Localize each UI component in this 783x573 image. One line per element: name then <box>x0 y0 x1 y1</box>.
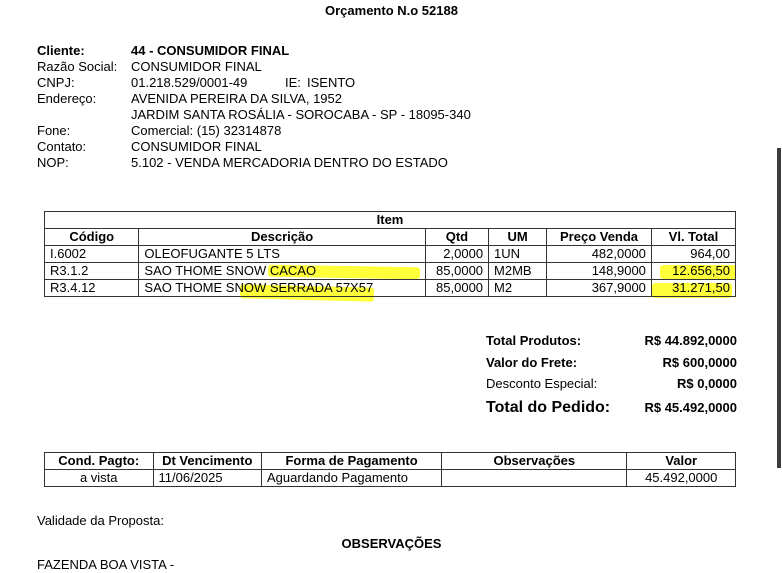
column-header-qtd: Qtd <box>425 229 488 246</box>
column-header-descricao: Descrição <box>139 229 425 246</box>
cell-cond-pagto: a vista <box>45 470 154 487</box>
fone-value: Comercial: (15) 32314878 <box>131 123 282 138</box>
cell-qtd: 85,0000 <box>425 280 488 297</box>
cnpj-value: 01.218.529/0001-49 <box>131 75 248 90</box>
cliente-label: Cliente: <box>37 43 85 58</box>
cell-vencimento: 11/06/2025 <box>153 470 262 487</box>
column-header-forma: Forma de Pagamento <box>262 453 442 470</box>
cell-um: M2 <box>489 280 547 297</box>
table-row <box>45 470 736 487</box>
cell-codigo: I.6002 <box>45 246 139 263</box>
items-section-title: Item <box>45 212 736 229</box>
column-header-preco: Preço Venda <box>547 229 652 246</box>
ie-value: ISENTO <box>307 75 356 90</box>
column-header-observacoes: Observações <box>442 453 627 470</box>
column-header-um: UM <box>489 229 547 246</box>
cell-preco: 482,0000 <box>547 246 652 263</box>
total-produtos-value: R$ 44.892,0000 <box>644 333 737 348</box>
table-row <box>45 246 736 263</box>
cell-descricao: SAO THOME SNOW SERRADA 57X57 <box>139 280 425 297</box>
endereco-label: Endereço: <box>37 91 97 106</box>
cell-descricao: OLEOFUGANTE 5 LTS <box>139 246 425 263</box>
cell-um: M2MB <box>489 263 547 280</box>
cell-um: 1UN <box>489 246 547 263</box>
total-produtos-label: Total Produtos: <box>486 333 582 348</box>
cell-total: 12.656,50 <box>651 263 735 280</box>
desconto-value: R$ 0,0000 <box>677 376 737 391</box>
items-table <box>44 211 736 297</box>
nop-value: 5.102 - VENDA MERCADORIA DENTRO DO ESTADO <box>131 155 448 170</box>
table-row <box>45 280 736 297</box>
table-row <box>45 263 736 280</box>
fone-label: Fone: <box>37 123 71 138</box>
cell-codigo: R3.1.2 <box>45 263 139 280</box>
scrollbar[interactable] <box>777 148 781 468</box>
observacoes-title: OBSERVAÇÕES <box>341 536 442 551</box>
cell-forma: Aguardando Pagamento <box>262 470 442 487</box>
cell-observacoes <box>442 470 627 487</box>
razao-social-label: Razão Social: <box>37 59 118 74</box>
column-header-cond-pagto: Cond. Pagto: <box>45 453 154 470</box>
cliente-value: 44 - CONSUMIDOR FINAL <box>131 43 290 58</box>
cell-preco: 148,9000 <box>547 263 652 280</box>
validade-label: Validade da Proposta: <box>37 513 164 528</box>
cell-total: 964,00 <box>651 246 735 263</box>
cnpj-label: CNPJ: <box>37 75 75 90</box>
endereco-line1: AVENIDA PEREIRA DA SILVA, 1952 <box>131 91 342 106</box>
total-pedido-label: Total do Pedido: <box>486 399 611 416</box>
total-pedido-value: R$ 45.492,0000 <box>644 400 737 415</box>
cell-total: 31.271,50 <box>651 280 735 297</box>
cell-qtd: 85,0000 <box>425 263 488 280</box>
column-header-vencimento: Dt Vencimento <box>153 453 262 470</box>
column-header-valor: Valor <box>627 453 736 470</box>
column-header-codigo: Código <box>45 229 139 246</box>
payment-table <box>44 452 736 487</box>
document-title: Orçamento N.o 52188 <box>325 3 458 18</box>
ie-label: IE: <box>285 75 301 90</box>
desconto-label: Desconto Especial: <box>486 376 598 391</box>
contato-value: CONSUMIDOR FINAL <box>131 139 262 154</box>
cell-codigo: R3.4.12 <box>45 280 139 297</box>
valor-frete-label: Valor do Frete: <box>486 355 578 370</box>
endereco-line2: JARDIM SANTA ROSÁLIA - SOROCABA - SP - 18095-340 <box>131 107 471 122</box>
cell-valor: 45.492,0000 <box>627 470 736 487</box>
contato-label: Contato: <box>37 139 87 154</box>
razao-social-value: CONSUMIDOR FINAL <box>131 59 262 74</box>
cell-descricao: SAO THOME SNOW CACAO <box>139 263 425 280</box>
observacoes-text: FAZENDA BOA VISTA - <box>37 557 175 572</box>
cell-qtd: 2,0000 <box>425 246 488 263</box>
cell-preco: 367,9000 <box>547 280 652 297</box>
column-header-total: Vl. Total <box>651 229 735 246</box>
valor-frete-value: R$ 600,0000 <box>662 355 737 370</box>
nop-label: NOP: <box>37 155 69 170</box>
